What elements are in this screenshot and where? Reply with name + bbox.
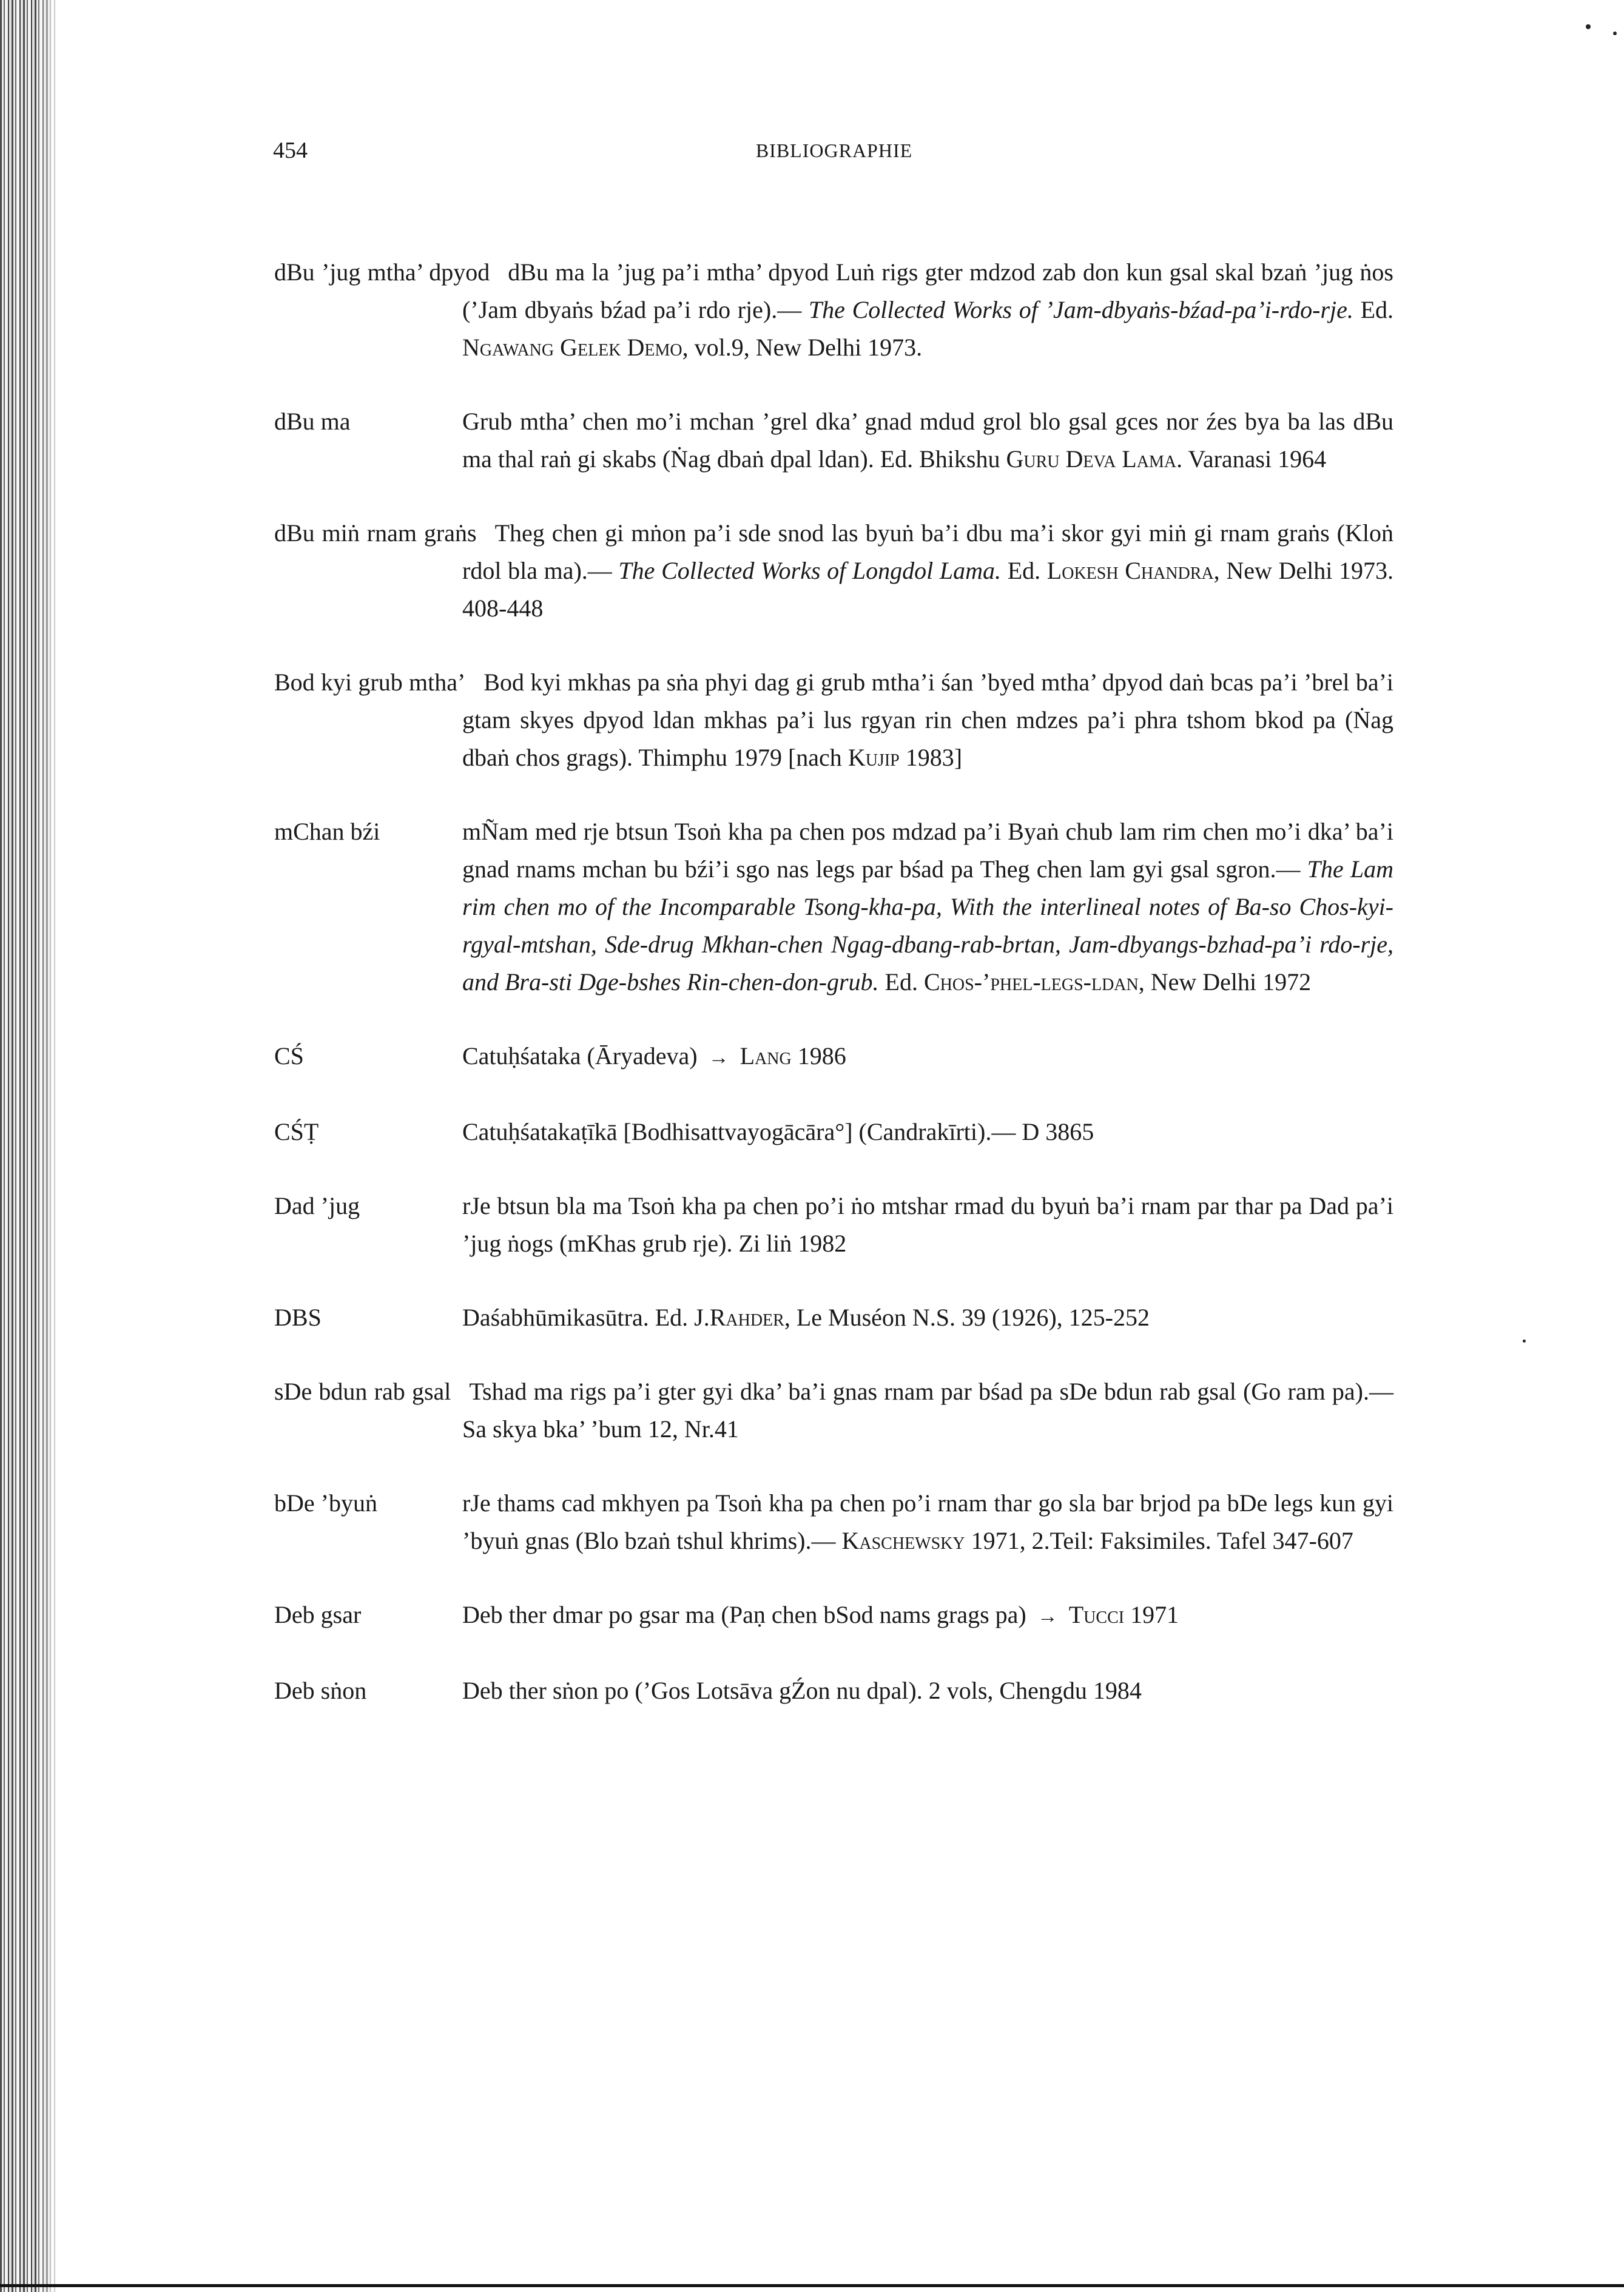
entry-abbreviation: mChan bźi: [274, 818, 380, 845]
entry-abbreviation: dBu ’jug mtha’ dpyod: [274, 258, 490, 286]
entry-abbreviation: DBS: [274, 1304, 322, 1331]
entry-text: Catuḥśataka (Āryadeva): [462, 1042, 698, 1070]
bibliography-entry: [274, 1187, 1393, 1262]
entry-text: Catuḥśatakaṭīkā [Bodhisattvayogācāra°] (Candrakīrti).— D 3865: [462, 1118, 1094, 1145]
entry-abbreviation: Deb sṅon: [274, 1677, 367, 1704]
bibliography-entry: [274, 1373, 1393, 1448]
bibliography-entry: [274, 664, 1393, 777]
entry-text: 1971: [1124, 1601, 1179, 1628]
entry-author: Chos-’phel-legs-ldan: [923, 968, 1139, 996]
entry-text: Theg chen gi mṅon pa’i sde snod las byuṅ ba’i dbu ma’i skor gyi miṅ gi rnam graṅs (Kloṅ rdol bla ma).—: [462, 519, 1394, 584]
entry-text: , Le Muséon N.S. 39 (1926), 125-252: [784, 1304, 1150, 1331]
entry-abbreviation: bDe ’byuṅ: [274, 1489, 377, 1517]
bibliography-entry: [274, 1299, 1393, 1336]
entry-text: Ed.: [1353, 296, 1394, 323]
bibliography-entry: [274, 1596, 1393, 1636]
binding-fade: [36, 0, 61, 2292]
bibliography-entry: [274, 1485, 1393, 1560]
bibliography-entry: [274, 1113, 1393, 1151]
entry-title: The Lam rim chen mo of the Incomparable Tsong-kha-pa, With the interlineal notes of Ba-so Chos-kyi-rgyal-mtshan, Sde-drug Mkhan-chen Ngag-dbang-rab-brtan, Jam-dbyangs-bzhad-pa’i rdo-rje, and Bra-sti Dge-bshes Rin-chen-don-grub.: [462, 855, 1393, 996]
bibliography-entry: [274, 254, 1393, 366]
entry-text: Ed.: [878, 968, 924, 996]
entry-title: The Collected Works of Longdol Lama.: [618, 557, 1002, 584]
scan-speck: [1523, 1340, 1526, 1343]
entry-text: dBu ma la ’jug pa’i mtha’ dpyod Luṅ rigs gter mdzod zab don kun gsal skal bzaṅ ’jug ṅos (’Jam dbyaṅs bźad pa’i rdo rje).—: [462, 258, 1393, 323]
entry-author: Lang: [740, 1042, 792, 1070]
entry-text: Daśabhūmikasūtra. Ed. J.: [462, 1304, 710, 1331]
entry-text: Tshad ma rigs pa’i gter gyi dka’ ba’i gnas rnam par bśad pa sDe bdun rab gsal (Go ram pa).— Sa skya bka’ ’bum 12, Nr.41: [462, 1378, 1393, 1443]
bibliography-entry: [274, 1037, 1393, 1077]
entry-text: , vol.9, New Delhi 1973.: [682, 334, 923, 361]
entry-author: Lokesh Chandra: [1046, 557, 1214, 584]
running-head: BIBLIOGRAPHIE: [755, 140, 913, 161]
entry-text: 1986: [791, 1042, 846, 1070]
entry-text: , New Delhi 1972: [1138, 968, 1312, 996]
bibliography-list: [274, 254, 1393, 1746]
entry-abbreviation: Bod kyi grub mtha’: [274, 669, 466, 696]
entry-text: . Varanasi 1964: [1176, 445, 1327, 473]
bibliography-entry: [274, 403, 1393, 478]
entry-text: mÑam med rje btsun Tsoṅ kha pa chen pos mdzad pa’i Byaṅ chub lam rim chen mo’i dka’ ba’i gnad rnams mchan bu bźi’i sgo nas legs par bśad pa Theg chen lam gyi gsal sgron.—: [462, 818, 1393, 883]
see-arrow-icon: →: [1037, 1605, 1058, 1628]
bibliography-entry: [274, 1672, 1393, 1710]
entry-abbreviation: CŚṬ: [274, 1118, 319, 1145]
entry-text: Ed.: [1001, 557, 1047, 584]
bibliography-entry: [274, 514, 1393, 627]
bottom-scan-rule: [0, 2284, 1624, 2287]
entry-text: rJe thams cad mkhyen pa Tsoṅ kha pa chen po’i rnam thar go sla bar brjod pa bDe legs kun gyi ’byuṅ gnas (Blo bzaṅ tshul khrims).—: [462, 1489, 1393, 1554]
scan-speck: [1613, 32, 1617, 35]
entry-author: Guru Deva Lama: [1006, 445, 1177, 473]
entry-abbreviation: Deb gsar: [274, 1601, 362, 1628]
entry-abbreviation: dBu miṅ rnam graṅs: [274, 519, 477, 547]
entry-text: Bod kyi mkhas pa sṅa phyi dag gi grub mtha’i śan ’byed mtha’ dpyod daṅ bcas pa’i ’brel ba’i gtam skyes dpyod ldan mkhas pa’i lus rgyan rin chen mdzes pa’i phra tshom bkod pa (Ṅag dbaṅ chos grags). Thimphu 1979 [nach: [462, 669, 1393, 771]
entry-title: The Collected Works of ’Jam-dbyaṅs-bźad-pa’i-rdo-rje.: [808, 296, 1353, 323]
entry-author: Kaschewsky: [841, 1527, 965, 1554]
scan-speck: [1586, 24, 1591, 29]
entry-abbreviation: dBu ma: [274, 408, 351, 435]
entry-text: Deb ther sṅon po (’Gos Lotsāva gŹon nu dpal). 2 vols, Chengdu 1984: [462, 1677, 1142, 1704]
page-header: [273, 137, 1395, 174]
entry-author: Rahder: [709, 1304, 784, 1331]
entry-text: 1971, 2.Teil: Faksimiles. Tafel 347-607: [965, 1527, 1353, 1554]
entry-text: Deb ther dmar po gsar ma (Paṇ chen bSod nams grags pa): [462, 1601, 1026, 1628]
entry-abbreviation: CŚ: [274, 1042, 304, 1070]
entry-abbreviation: Dad ’jug: [274, 1192, 360, 1219]
entry-text: , New Delhi 1973. 408-448: [462, 557, 1393, 622]
entry-text: Grub mtha’ chen mo’i mchan ’grel dka’ gnad mdud grol blo gsal gces nor źes bya ba las dBu ma thal raṅ gi skabs (Ṅag dbaṅ dpal ldan). Ed. Bhikshu: [462, 408, 1393, 473]
see-arrow-icon: →: [708, 1047, 729, 1069]
entry-abbreviation: sDe bdun rab gsal: [274, 1378, 451, 1405]
entry-author: Kujip: [847, 744, 900, 771]
entry-text: 1983]: [899, 744, 963, 771]
bibliography-entry: [274, 813, 1393, 1001]
entry-author: Ngawang Gelek Demo: [462, 334, 682, 361]
page-number: 454: [273, 138, 308, 163]
entry-author: Tucci: [1068, 1601, 1125, 1628]
entry-text: rJe btsun bla ma Tsoṅ kha pa chen po’i ṅo mtshar rmad du byuṅ ba’i rnam par thar pa Dad pa’i ’jug ṅogs (mKhas grub rje). Zi liṅ 1982: [462, 1192, 1393, 1257]
